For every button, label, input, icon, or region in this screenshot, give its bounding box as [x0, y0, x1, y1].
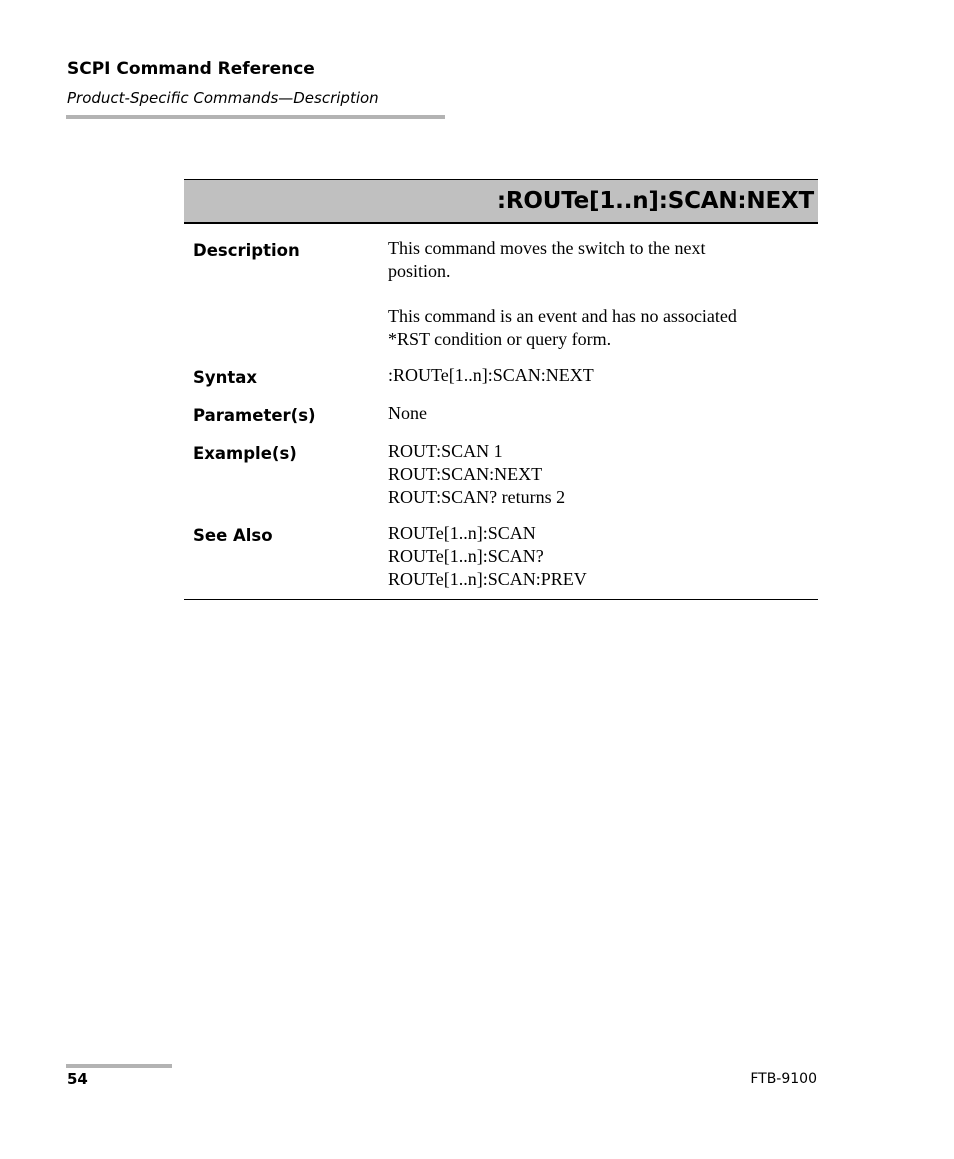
see-also-link: ROUTe[1..n]:SCAN:PREV	[388, 569, 587, 589]
page-number: 54	[67, 1070, 88, 1088]
header-subtitle: Product-Specific Commands—Description	[67, 89, 379, 107]
command-table	[184, 224, 818, 591]
description-value	[388, 237, 818, 351]
see-also-link: ROUTe[1..n]:SCAN?	[388, 546, 544, 566]
description-line: This command moves the switch to the next	[388, 238, 706, 258]
examples-value	[388, 440, 818, 509]
header-title: SCPI Command Reference	[67, 59, 315, 79]
description-paragraph	[388, 305, 812, 351]
example-line: ROUT:SCAN 1	[388, 441, 503, 461]
description-line: This command is an event and has no associated	[388, 306, 737, 326]
examples-label: Example(s)	[193, 444, 297, 463]
examples-row	[184, 440, 818, 509]
see-also-link: ROUTe[1..n]:SCAN	[388, 523, 536, 543]
syntax-label: Syntax	[193, 368, 258, 387]
syntax-row	[184, 364, 818, 389]
parameters-value: None	[388, 403, 427, 423]
command-block	[184, 179, 818, 600]
description-line: position.	[388, 261, 451, 281]
see-also-label: See Also	[193, 526, 273, 545]
running-header	[67, 58, 445, 108]
description-label: Description	[193, 241, 300, 260]
header-rule	[66, 115, 445, 119]
example-line: ROUT:SCAN:NEXT	[388, 464, 543, 484]
parameters-row	[184, 402, 818, 427]
example-line: ROUT:SCAN? returns 2	[388, 487, 566, 507]
command-bottom-rule	[184, 599, 818, 600]
see-also-value	[388, 522, 818, 591]
see-also-row	[184, 522, 818, 591]
product-name: FTB-9100	[750, 1071, 817, 1087]
command-title: :ROUTe[1..n]:SCAN:NEXT	[496, 188, 814, 214]
description-line: *RST condition or query form.	[388, 329, 612, 349]
syntax-value: :ROUTe[1..n]:SCAN:NEXT	[388, 365, 594, 385]
command-banner	[184, 179, 818, 224]
parameters-label: Parameter(s)	[193, 406, 316, 425]
description-paragraph	[388, 237, 812, 283]
footer-rule	[66, 1064, 172, 1068]
description-row	[184, 237, 818, 351]
